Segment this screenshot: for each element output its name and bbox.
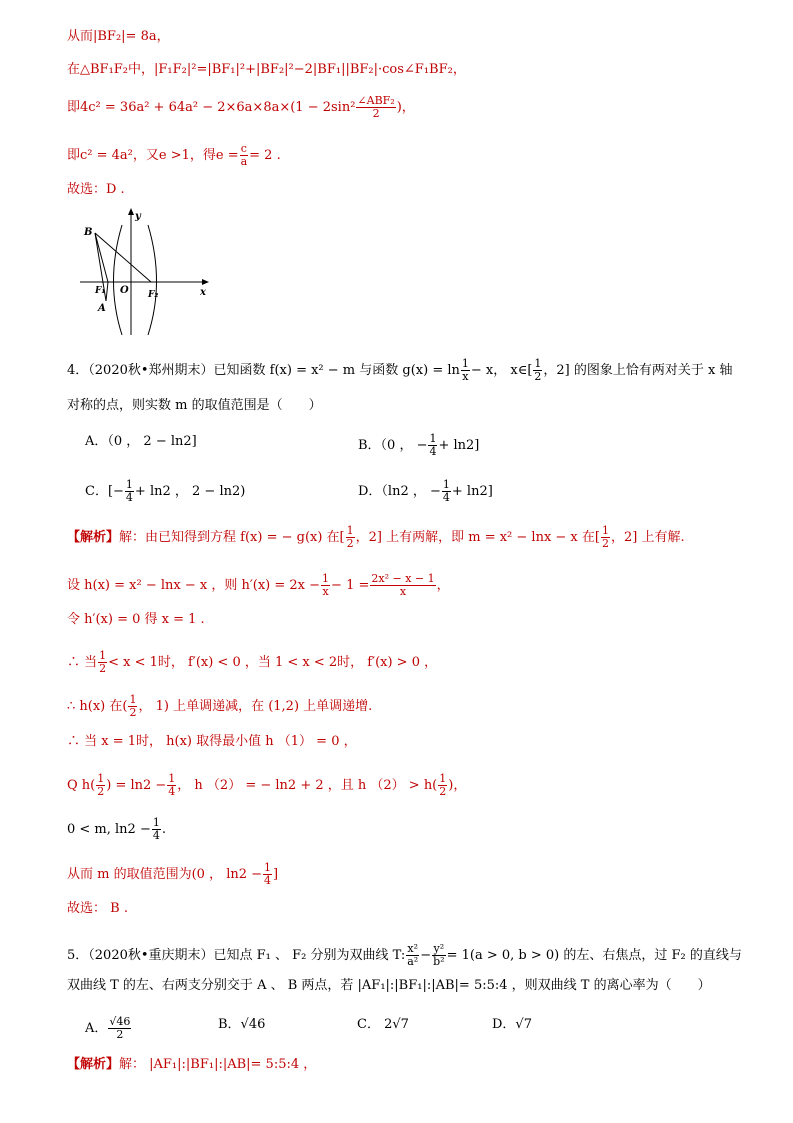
label-O: O — [120, 285, 129, 296]
fraction: $\frac{1}{2}$ — [99, 649, 107, 675]
fraction: $\frac{1}{4}$ — [429, 432, 437, 458]
solution-line-2: 在△BF₁F₂中，|F₁F₂|²=|BF₁|²+|BF₂|²−2|BF₁||BF₂|·cos∠F₁BF₂， — [67, 62, 466, 77]
fraction: $\frac{1}{2}$ — [439, 772, 447, 798]
solution-4-line-9: 从而 m 的取值范围为(0 ， ln2 − $\frac{1}{4}$ ] — [67, 861, 279, 887]
question-4-line-2: 对称的点，则实数 m 的取值范围是（ ） — [67, 398, 322, 413]
solution-line-4: 即c² = 4a²，又e >1，得e = $\frac{c}{a}$ = 2 . — [67, 142, 281, 168]
line-BF2 — [95, 233, 151, 282]
solution-4-line-3: 令 h′(x) = 0 得 x = 1 . — [67, 612, 205, 627]
fraction: $\frac{c}{a}$ — [240, 142, 248, 168]
solution-4-line-8: 0 < m, ln2 − $\frac{1}{4}$ . — [67, 816, 166, 842]
fraction: $\frac{1}{2}$ — [346, 524, 354, 550]
option-C[interactable]: C．[− $\frac{1}{4}$ + ln2 ， 2 − ln2) — [85, 478, 246, 504]
fraction: $\frac{1}{4}$ — [442, 478, 450, 504]
hyperbola-figure — [80, 205, 220, 340]
label-y: y — [135, 211, 141, 222]
fraction: $\frac{1}{2}$ — [97, 772, 105, 798]
solution-4-line-2: 设 h(x) = x² − lnx − x ，则 h′(x) = 2x − $\frac{1}{x}$ − 1 = $\frac{\text{2x² − x − 1}}{x}$ ， — [67, 572, 450, 598]
option-5D[interactable]: D．√7 — [492, 1017, 532, 1032]
solution-4-line-1: 【解析】解：由已知得到方程 f(x) = − g(x) 在[ $\frac{1}{2}$ ，2] 上有两解，即 m = x² − lnx − x 在[ $\frac{1}{2}$ ，2] 上有解. — [67, 524, 685, 550]
question-4-line-1: 4．（2020秋•郑州期末）已知函数 f(x) = x² − m 与函数 g(x) = ln $\frac{1}{x}$ − x， x∈[ $\frac{1}{2}$ ，2] 的图象上恰有两对关于 x 轴 — [67, 357, 733, 383]
label-A: A — [98, 303, 106, 314]
fraction: $\frac{1}{2}$ — [601, 524, 609, 550]
label-F1: F₁ — [95, 286, 106, 296]
line-AF1 — [106, 282, 108, 301]
solution-4-line-5: ∴ h(x) 在( $\frac{1}{2}$ ， 1) 上单调递减，在 (1,2) 上单调递增. — [67, 693, 373, 719]
x-axis-arrow — [202, 279, 209, 285]
solution-line-3: 即4c² = 36a² + 64a² − 2×6a×8a×(1 − 2sin² $\frac{\text{∠ABF₂}}{2}$ )， — [67, 94, 415, 120]
fraction: $\frac{1}{4}$ — [152, 816, 160, 842]
fraction: $\frac{\text{y²}}{\text{b²}}$ — [433, 942, 445, 968]
fraction: $\frac{\text{x²}}{\text{a²}}$ — [407, 942, 419, 968]
fraction: $\frac{1}{x}$ — [461, 357, 469, 383]
option-A[interactable]: A．（0 ， 2 − ln2] — [85, 434, 197, 449]
fraction: $\frac{1}{x}$ — [322, 572, 330, 598]
question-5-line-2: 双曲线 T 的左、右两支分别交于 A 、 B 两点，若 |AF₁|:|BF₁|:|AB|= 5:5:4 ，则双曲线 T 的离心率为（ ） — [67, 978, 711, 993]
solution-line-1: 从而|BF₂|= 8a， — [67, 29, 170, 44]
question-5-line-1: 5．（2020秋•重庆期末）已知点 F₁ 、 F₂ 分别为双曲线 T: $\frac{\text{x²}}{\text{a²}}$ − $\frac{\text{y²}}{\text{b²}}$ = 1(a > 0, b > 0) 的左、右焦点，过 F₂ 的直线与 — [67, 942, 742, 968]
fraction: $\frac{1}{2}$ — [129, 693, 137, 719]
fraction: $\frac{1}{2}$ — [534, 357, 542, 383]
solution-4-line-6: ∴ 当 x = 1时， h(x) 取得最小值 h （1） = 0 ， — [67, 734, 357, 749]
solution-4-line-4: ∴ 当 $\frac{1}{2}$ < x < 1时， f′(x) < 0 ，当 1 < x < 2时， f′(x) > 0 ， — [67, 649, 438, 675]
answer-line: 故选：D . — [67, 182, 125, 197]
fraction: $\frac{\text{∠ABF₂}}{2}$ — [357, 94, 395, 120]
solution-5-line-1: 【解析】解： |AF₁|:|BF₁|:|AB|= 5:5:4 ， — [67, 1057, 317, 1072]
fraction: $\frac{\text{2x² − x − 1}}{x}$ — [371, 572, 435, 598]
fraction: $\frac{1}{4}$ — [125, 478, 133, 504]
solution-4-line-7: Q h( $\frac{1}{2}$ ) = ln2 − $\frac{1}{4}$ ， h （2） = − ln2 + 2 ，且 h （2） > h( $\frac{1}{2}$ )， — [67, 772, 467, 798]
answer-line-4: 故选： B . — [67, 901, 128, 916]
option-5A[interactable]: A． $\frac{√46}{2}$ — [85, 1015, 131, 1041]
option-5B[interactable]: B．√46 — [218, 1017, 266, 1032]
fraction: $\frac{√46}{2}$ — [109, 1015, 131, 1041]
fraction: $\frac{1}{4}$ — [168, 772, 176, 798]
hyperbola-left-branch — [114, 225, 123, 335]
label-B: B — [84, 227, 93, 238]
analysis-tag: 【解析】 — [67, 1057, 120, 1072]
y-axis-arrow — [128, 208, 134, 215]
option-5C[interactable]: C． 2√7 — [357, 1017, 409, 1032]
option-D[interactable]: D．（ln2 ， − $\frac{1}{4}$ + ln2] — [358, 478, 493, 504]
fraction: $\frac{1}{4}$ — [264, 861, 272, 887]
label-F2: F₂ — [148, 290, 159, 300]
label-x: x — [200, 287, 206, 298]
analysis-tag: 【解析】 — [67, 530, 120, 545]
option-B[interactable]: B．（0 ， − $\frac{1}{4}$ + ln2] — [358, 432, 480, 458]
